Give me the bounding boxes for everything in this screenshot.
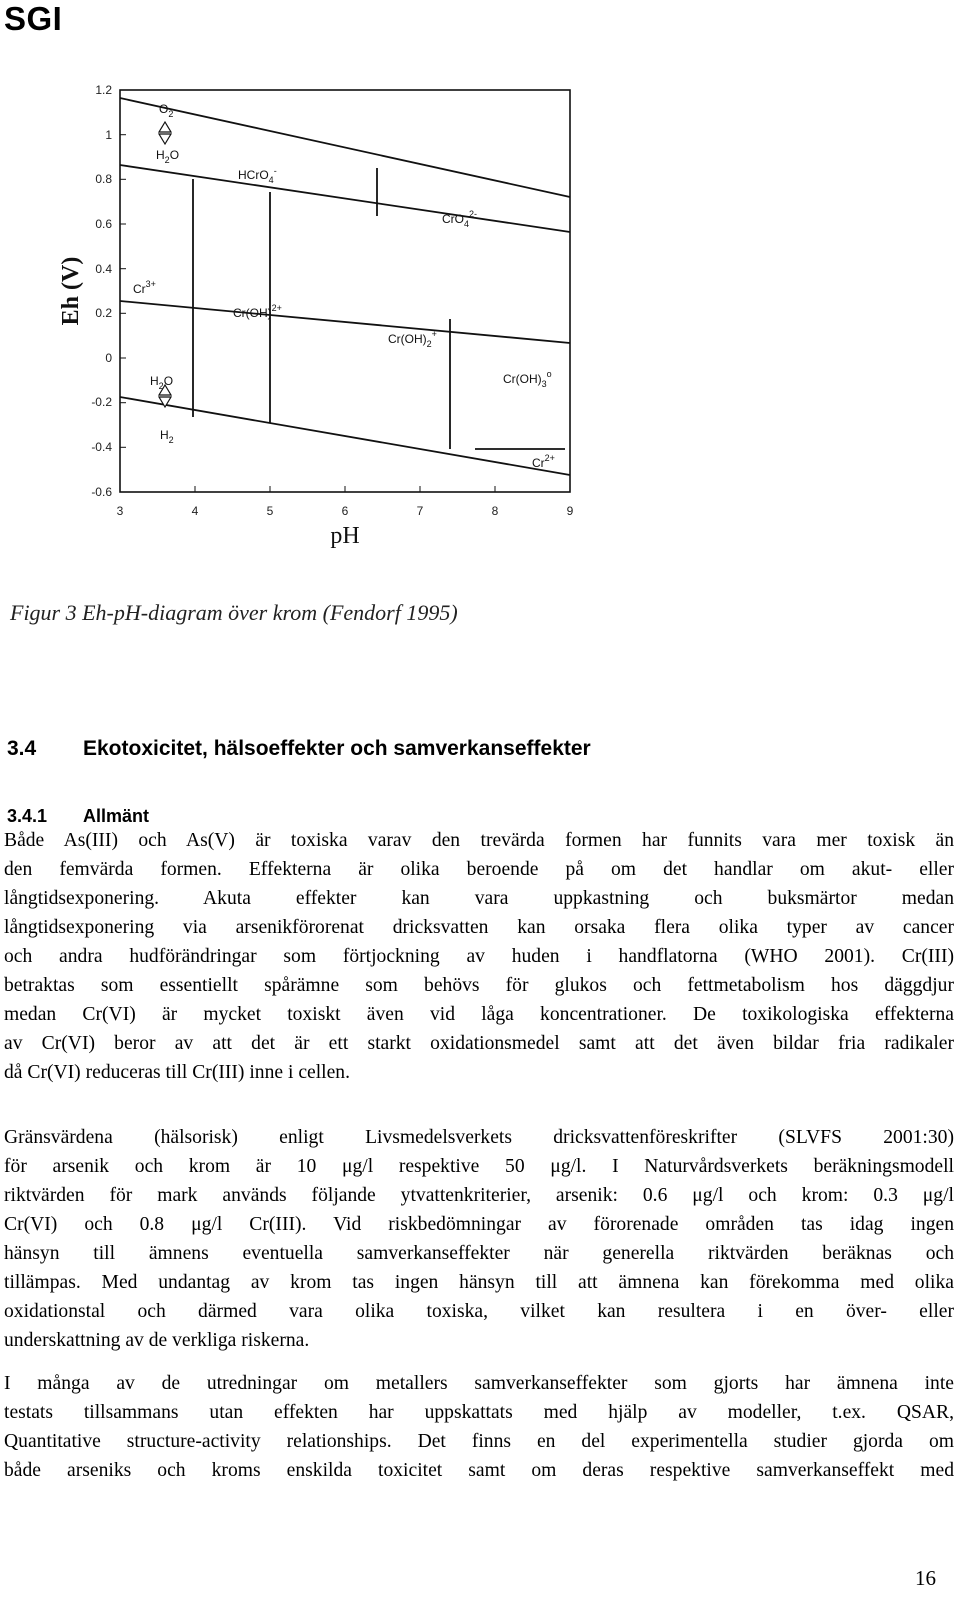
text-line: och andra hudförändringar som förtjockning av huden i handflatorna (WHO 2001). Cr(III)	[4, 946, 954, 967]
label-cro4: CrO$_4^{2-}$	[442, 209, 478, 229]
label-croh2-plus: $Cr(OH)_2^+$	[388, 329, 437, 349]
text-line: Cr(VI) och 0.8 μg/l Cr(III). Vid riskbedömningar av förorenade områden tas idag ingen	[4, 1214, 954, 1235]
section-number: 3.4	[7, 737, 37, 760]
x-tick-label: 9	[566, 504, 574, 518]
page-number: 16	[915, 1566, 936, 1590]
paragraph-2	[4, 1123, 954, 1355]
text-line: hänsyn till ämnens eventuella samverkanseffekter när generella riktvärden beräknas och	[4, 1243, 954, 1264]
figure-caption: Figur 3 Eh-pH-diagram över krom (Fendorf 1995)	[10, 600, 458, 625]
paragraph-3	[4, 1369, 954, 1485]
label-hcro4: HCrO$_4$-	[238, 166, 277, 185]
subsection-heading	[7, 806, 149, 827]
text-line: Gränsvärdena (hälsorisk) enligt Livsmedelsverkets dricksvattenföreskrifter (SLVFS 2001:30)	[4, 1127, 954, 1148]
y-tick-label: 0.8	[95, 172, 112, 186]
eh-ph-diagram	[40, 75, 600, 555]
text-line: underskattning av de verkliga riskerna.	[4, 1330, 310, 1351]
label-h2: $H_2$	[160, 428, 174, 445]
text-line: av Cr(VI) beror av att det är ett starkt oxidationsmedel samt att det även bildar fria radikaler	[4, 1033, 954, 1054]
x-axis-title: pH	[330, 523, 360, 549]
x-tick-label: 8	[491, 504, 499, 518]
label-h2o-top: $H_2O$	[156, 148, 180, 165]
text-line: långtidsexponering via arsenikförorenat dricksvatten kan orsaka flera olika typer av cancer	[4, 917, 954, 938]
text-line: Quantitative structure-activity relationships. Det finns en del experimentella studier gjorda om	[4, 1431, 954, 1452]
text-line: för arsenik och krom är 10 μg/l respektive 50 μg/l. I Naturvårdsverkets beräkningsmodell	[4, 1156, 954, 1177]
text-line: Både As(III) och As(V) är toxiska varav den trevärda formen har funnits vara mer toxisk än	[4, 830, 954, 851]
y-tick-label: -0.2	[91, 395, 112, 409]
paragraph-1	[4, 826, 954, 1087]
subsection-title: Allmänt	[83, 806, 150, 826]
y-axis-title: Eh (V)	[58, 256, 84, 326]
y-tick-label: 1.2	[95, 83, 112, 97]
plot-frame	[120, 90, 570, 492]
text-line: tillämpas. Med undantag av krom tas ingen hänsyn till att ämnena kan förekomma med olika	[4, 1272, 954, 1293]
x-tick-label: 5	[266, 504, 274, 518]
section-title: Ekotoxicitet, hälsoeffekter och samverkanseffekter	[83, 737, 591, 760]
y-tick-label: 1	[105, 128, 112, 142]
text-line: oxidationstal och därmed vara olika toxiska, vilket kan resultera i en över- eller	[4, 1301, 954, 1322]
y-tick-label: -0.4	[91, 440, 112, 454]
x-axis	[117, 486, 574, 518]
x-tick-label: 4	[191, 504, 199, 518]
text-line: den femvärda formen. Effekterna är olika beroende på om det handlar om akut- eller	[4, 859, 954, 880]
y-tick-label: 0.6	[95, 217, 112, 231]
x-tick-label: 7	[416, 504, 424, 518]
label-croh3: $Cr(OH)_3^o$	[503, 369, 552, 389]
x-tick-label: 3	[116, 504, 124, 518]
text-line: medan Cr(VI) är mycket toxiskt även vid låga koncentrationer. De toxikologiska effekterna	[4, 1004, 954, 1025]
label-cr3: $Cr^{3+}$	[133, 279, 156, 296]
text-line: riktvärden för mark används följande ytvattenkriterier, arsenik: 0.6 μg/l och krom: 0.3 μg/l	[4, 1185, 954, 1206]
y-tick-label: 0.4	[95, 262, 112, 276]
subsection-number: 3.4.1	[7, 806, 48, 826]
section-heading	[7, 737, 591, 761]
text-line: långtidsexponering. Akuta effekter kan vara uppkastning och buksmärtor medan	[4, 888, 954, 909]
phase-boundaries	[120, 98, 570, 475]
sgi-logo: SGI	[4, 0, 63, 37]
x-tick-label: 6	[341, 504, 349, 518]
text-line: testats tillsammans utan effekten har uppskattats med hjälp av modeller, t.ex. QSAR,	[4, 1402, 954, 1423]
text-line: både arseniks och kroms enskilda toxicitet samt om deras respektive samverkanseffekt med	[4, 1460, 954, 1481]
text-line: betraktas som essentiellt spårämne som behövs för glukos och fettmetabolism hos däggdjur	[4, 975, 954, 996]
label-o2: $O_2$	[159, 102, 174, 119]
text-line: I många av de utredningar om metallers samverkanseffekter som gjorts har ämnena inte	[4, 1373, 954, 1394]
y-tick-label: -0.6	[91, 485, 112, 499]
label-cr2: $Cr^{2+}$	[532, 453, 555, 470]
label-h2o-bottom: $H_2O$	[150, 374, 174, 391]
label-croh2: Cr(OH)$^{2+}$	[233, 303, 282, 320]
text-line: då Cr(VI) reduceras till Cr(III) inne i cellen.	[4, 1062, 350, 1083]
y-tick-label: 0	[105, 351, 112, 365]
y-tick-label: 0.2	[95, 306, 112, 320]
